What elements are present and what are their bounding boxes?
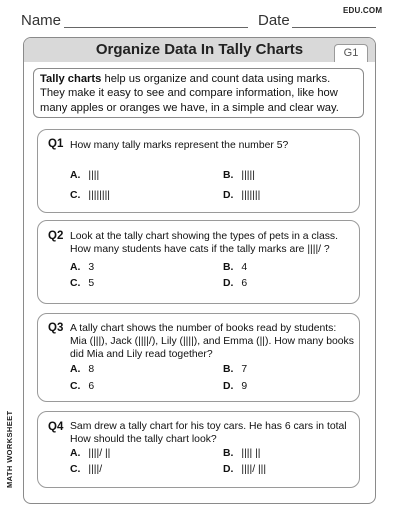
option-d[interactable]: D. |||||||: [223, 190, 261, 201]
option-b[interactable]: B. 7: [223, 364, 248, 375]
question-number: Q1: [48, 138, 64, 150]
option-a[interactable]: A. ||||/ ||: [70, 448, 111, 459]
date-label: Date: [258, 12, 290, 29]
option-d[interactable]: D. ||||/ |||: [223, 464, 267, 475]
question-number: Q2: [48, 230, 64, 242]
side-label: MATH WORKSHEET: [5, 410, 14, 488]
option-a[interactable]: A. 3: [70, 262, 95, 273]
brand-logo: EDU.COM: [343, 6, 383, 15]
question-box-4: [37, 411, 360, 488]
option-c[interactable]: C. ||||||||: [70, 190, 110, 201]
option-c[interactable]: C. ||||/: [70, 464, 103, 475]
question-text: Sam drew a tally chart for his toy cars. He has 6 cars in total How should the tally chart look?: [70, 421, 347, 445]
option-d[interactable]: D. 9: [223, 381, 248, 392]
question-box-2: [37, 220, 360, 304]
intro-text: help us organize and count data using marks. They make it easy to see and compare information, like how many apples or oranges we have, in a simple and clear way.: [40, 73, 339, 114]
question-text: Look at the tally chart showing the types of pets in a class. How many students have cats if the tally marks are ||||/ ?: [70, 231, 338, 255]
question-text: A tally chart shows the number of books read by students: Mia (|||), Jack (||||/), Lily (||||), and Emma (||). How many books did Mia and Lily read together?: [70, 323, 354, 360]
option-c[interactable]: C. 5: [70, 278, 95, 289]
question-number: Q4: [48, 421, 64, 433]
option-a[interactable]: A. ||||: [70, 170, 100, 181]
question-box-1: [37, 129, 360, 213]
intro-bold-term: Tally charts: [40, 73, 102, 85]
intro-box: [33, 68, 364, 118]
name-label: Name: [21, 12, 62, 29]
grade-badge: G1: [334, 44, 368, 62]
name-line[interactable]: [64, 27, 248, 28]
option-a[interactable]: A. 8: [70, 364, 95, 375]
option-c[interactable]: C. 6: [70, 381, 95, 392]
option-b[interactable]: B. |||| ||: [223, 448, 261, 459]
option-b[interactable]: B. |||||: [223, 170, 255, 181]
option-b[interactable]: B. 4: [223, 262, 248, 273]
question-box-3: [37, 313, 360, 402]
question-number: Q3: [48, 322, 64, 334]
worksheet-title: Organize Data In Tally Charts: [95, 41, 304, 58]
question-text: How many tally marks represent the number 5?: [70, 140, 289, 151]
option-d[interactable]: D. 6: [223, 278, 248, 289]
date-line[interactable]: [292, 27, 376, 28]
